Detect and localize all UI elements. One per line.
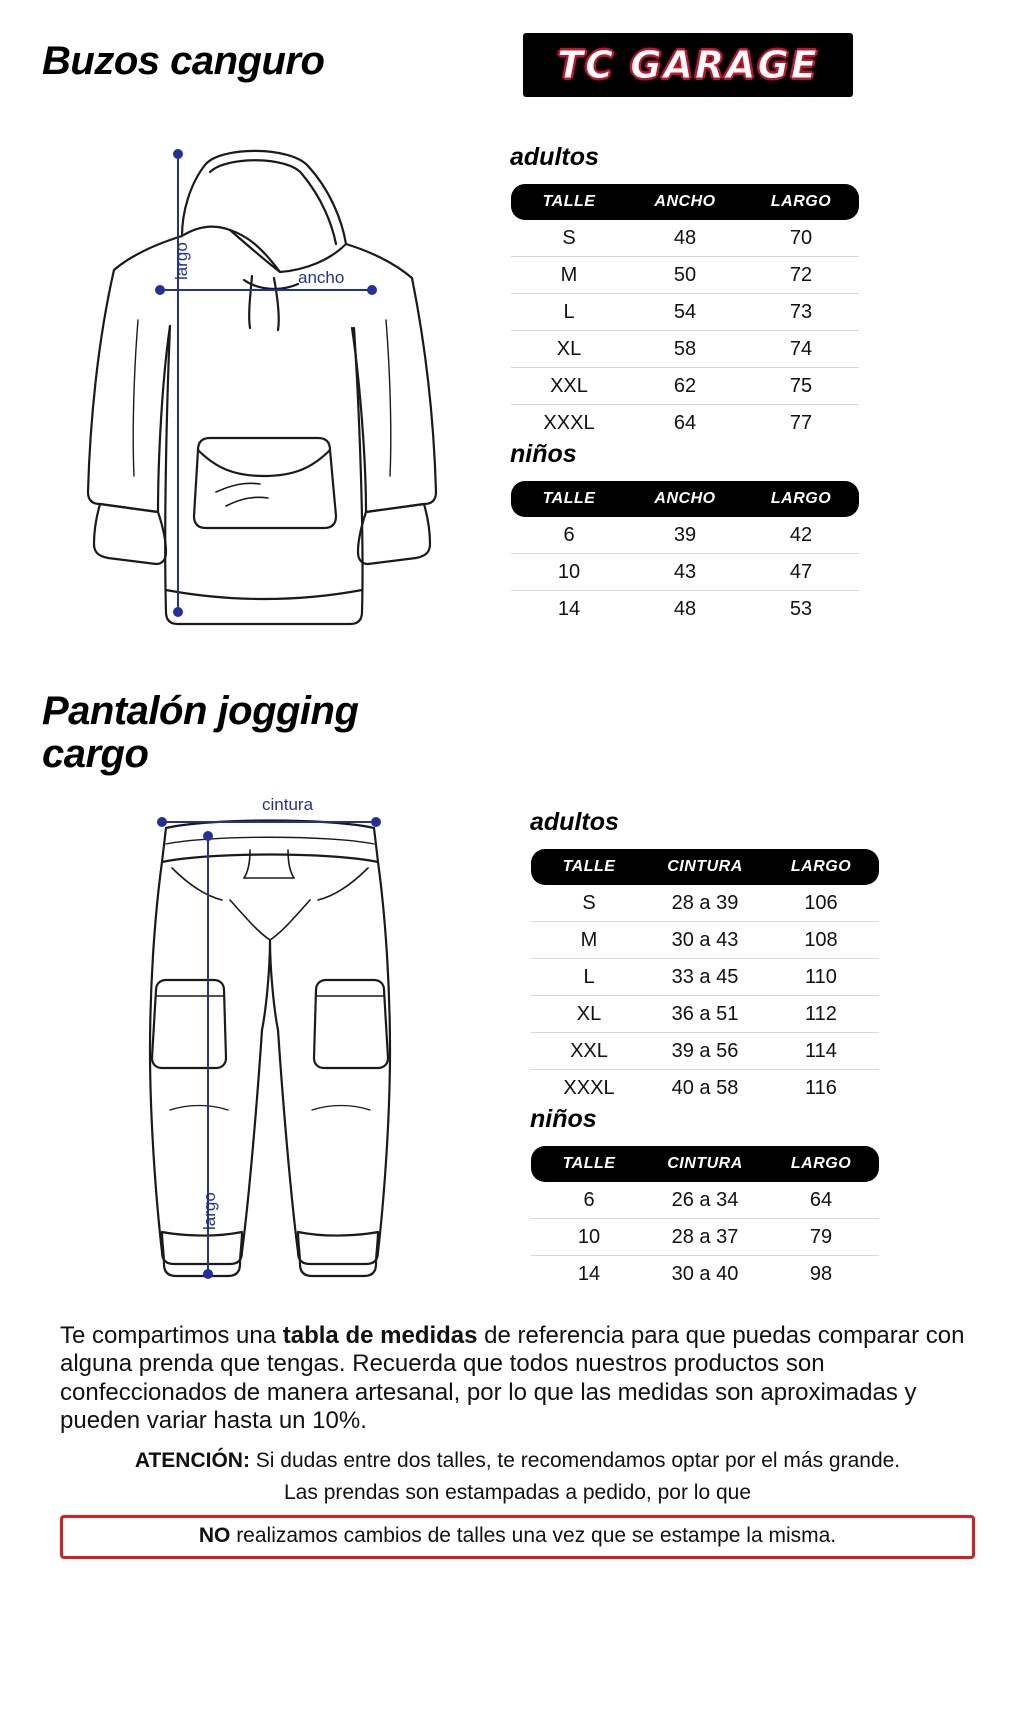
cell: 10 bbox=[531, 1219, 647, 1256]
table-row bbox=[511, 368, 859, 405]
cell: 40 a 58 bbox=[671, 1077, 739, 1099]
cell: 6 bbox=[531, 1182, 647, 1219]
col-header: CINTURA bbox=[647, 1146, 763, 1182]
cell: 48 bbox=[627, 220, 743, 257]
no-returns-warning bbox=[60, 1515, 975, 1559]
pants-largo-label: largo bbox=[200, 1192, 219, 1230]
col-header: ANCHO bbox=[627, 481, 743, 517]
cell: XXXL bbox=[543, 412, 595, 434]
disclaimer-bold: tabla de medidas bbox=[282, 1322, 478, 1349]
cell: 54 bbox=[627, 294, 743, 331]
table-row bbox=[511, 405, 859, 442]
cell: 74 bbox=[743, 331, 859, 368]
cell: 10 bbox=[511, 554, 627, 591]
cell: 53 bbox=[789, 598, 813, 620]
hoodie-adults-table bbox=[511, 184, 859, 441]
table-row bbox=[531, 885, 879, 922]
table-row bbox=[511, 331, 859, 368]
page-title-hoodies: Buzos canguro bbox=[42, 39, 325, 83]
footer-notes bbox=[0, 1322, 1035, 1559]
cell: 110 bbox=[763, 959, 879, 996]
cell: XXL bbox=[531, 1033, 647, 1070]
table-row bbox=[531, 1219, 879, 1256]
cell: 30 a 43 bbox=[647, 922, 763, 959]
cell: 64 bbox=[673, 412, 697, 434]
col-header: TALLE bbox=[511, 184, 627, 220]
col-header: LARGO bbox=[743, 481, 859, 517]
made-to-order-note: Las prendas son estampadas a pedido, por lo que bbox=[284, 1481, 751, 1505]
cell: 42 bbox=[743, 517, 859, 554]
cell: 114 bbox=[763, 1033, 879, 1070]
cell: 30 a 40 bbox=[671, 1263, 739, 1285]
hoodie-illustration bbox=[30, 120, 480, 640]
table-row bbox=[511, 591, 859, 628]
col-header: TALLE bbox=[511, 481, 627, 517]
attention-label: ATENCIÓN: bbox=[134, 1449, 250, 1473]
cell: XXXL bbox=[563, 1077, 615, 1099]
col-header: LARGO bbox=[743, 184, 859, 220]
col-header: LARGO bbox=[763, 849, 879, 885]
table-row bbox=[511, 257, 859, 294]
cell: 70 bbox=[743, 220, 859, 257]
col-header: CINTURA bbox=[647, 849, 763, 885]
cell: 72 bbox=[743, 257, 859, 294]
disclaimer-part-2: de referencia para que puedas comparar con alguna prenda que tengas. Recuerda que todos nuestros productos son confeccionados de manera artesanal, por lo que las medidas son aproximadas y pueden variar hasta un 10%. bbox=[60, 1322, 965, 1434]
cell: M bbox=[511, 257, 627, 294]
cell: M bbox=[531, 922, 647, 959]
table-row bbox=[531, 996, 879, 1033]
pants-adults-label: adultos bbox=[530, 808, 619, 836]
cell: 6 bbox=[511, 517, 627, 554]
cell: 43 bbox=[627, 554, 743, 591]
table-row bbox=[531, 1070, 879, 1107]
cell: XXL bbox=[511, 368, 627, 405]
cell: XL bbox=[511, 331, 627, 368]
cell: 79 bbox=[763, 1219, 879, 1256]
pants-kids-table bbox=[531, 1146, 879, 1292]
cell: 116 bbox=[805, 1077, 837, 1099]
table-row bbox=[511, 554, 859, 591]
hoodie-kids-label: niños bbox=[510, 440, 577, 468]
page-title-pants: Pantalón jogging cargo bbox=[42, 689, 359, 777]
cell: 75 bbox=[743, 368, 859, 405]
cell: 62 bbox=[627, 368, 743, 405]
cell: 64 bbox=[763, 1182, 879, 1219]
brand-logo-text: TC GARAGE bbox=[557, 43, 819, 87]
cell: 108 bbox=[763, 922, 879, 959]
cell: 33 a 45 bbox=[647, 959, 763, 996]
pants-kids-label: niños bbox=[530, 1105, 597, 1133]
cell: 112 bbox=[763, 996, 879, 1033]
cell: L bbox=[511, 294, 627, 331]
col-header: TALLE bbox=[531, 1146, 647, 1182]
cell: 26 a 34 bbox=[647, 1182, 763, 1219]
cell: 73 bbox=[743, 294, 859, 331]
col-header: TALLE bbox=[531, 849, 647, 885]
no-text: realizamos cambios de talles una vez que se estampe la misma. bbox=[230, 1524, 837, 1548]
cell: 48 bbox=[673, 598, 697, 620]
table-row bbox=[531, 922, 879, 959]
pants-illustration bbox=[110, 790, 430, 1310]
cell: 77 bbox=[789, 412, 813, 434]
cell: 58 bbox=[627, 331, 743, 368]
hoodie-ancho-label: ancho bbox=[298, 268, 345, 287]
brand-logo bbox=[523, 33, 853, 97]
disclaimer-part-1: Te compartimos una bbox=[60, 1322, 283, 1349]
cell: 14 bbox=[577, 1263, 601, 1285]
cell: 47 bbox=[743, 554, 859, 591]
col-header: ANCHO bbox=[627, 184, 743, 220]
hoodie-adults-label: adultos bbox=[510, 143, 599, 171]
cell: 36 a 51 bbox=[647, 996, 763, 1033]
table-row bbox=[511, 294, 859, 331]
cell: 50 bbox=[627, 257, 743, 294]
pants-adults-table bbox=[531, 849, 879, 1106]
cell: 106 bbox=[763, 885, 879, 922]
cell: XL bbox=[531, 996, 647, 1033]
table-row bbox=[531, 959, 879, 996]
attention-note bbox=[0, 1449, 1035, 1473]
attention-text: Si dudas entre dos talles, te recomendamos optar por el más grande. bbox=[249, 1449, 901, 1473]
cell: S bbox=[531, 885, 647, 922]
table-row bbox=[511, 517, 859, 554]
no-label: NO bbox=[198, 1524, 231, 1548]
cell: 39 bbox=[627, 517, 743, 554]
cell: L bbox=[531, 959, 647, 996]
table-row bbox=[531, 1033, 879, 1070]
hoodie-kids-table bbox=[511, 481, 859, 627]
cell: S bbox=[511, 220, 627, 257]
table-row bbox=[531, 1256, 879, 1293]
disclaimer-paragraph bbox=[0, 1322, 1035, 1435]
col-header: LARGO bbox=[763, 1146, 879, 1182]
cell: 28 a 37 bbox=[647, 1219, 763, 1256]
table-row bbox=[531, 1182, 879, 1219]
hoodie-largo-label: largo bbox=[172, 242, 191, 280]
cell: 98 bbox=[809, 1263, 833, 1285]
cell: 14 bbox=[557, 598, 581, 620]
cell: 28 a 39 bbox=[647, 885, 763, 922]
table-row bbox=[511, 220, 859, 257]
cell: 39 a 56 bbox=[647, 1033, 763, 1070]
pants-cintura-label: cintura bbox=[262, 795, 314, 814]
